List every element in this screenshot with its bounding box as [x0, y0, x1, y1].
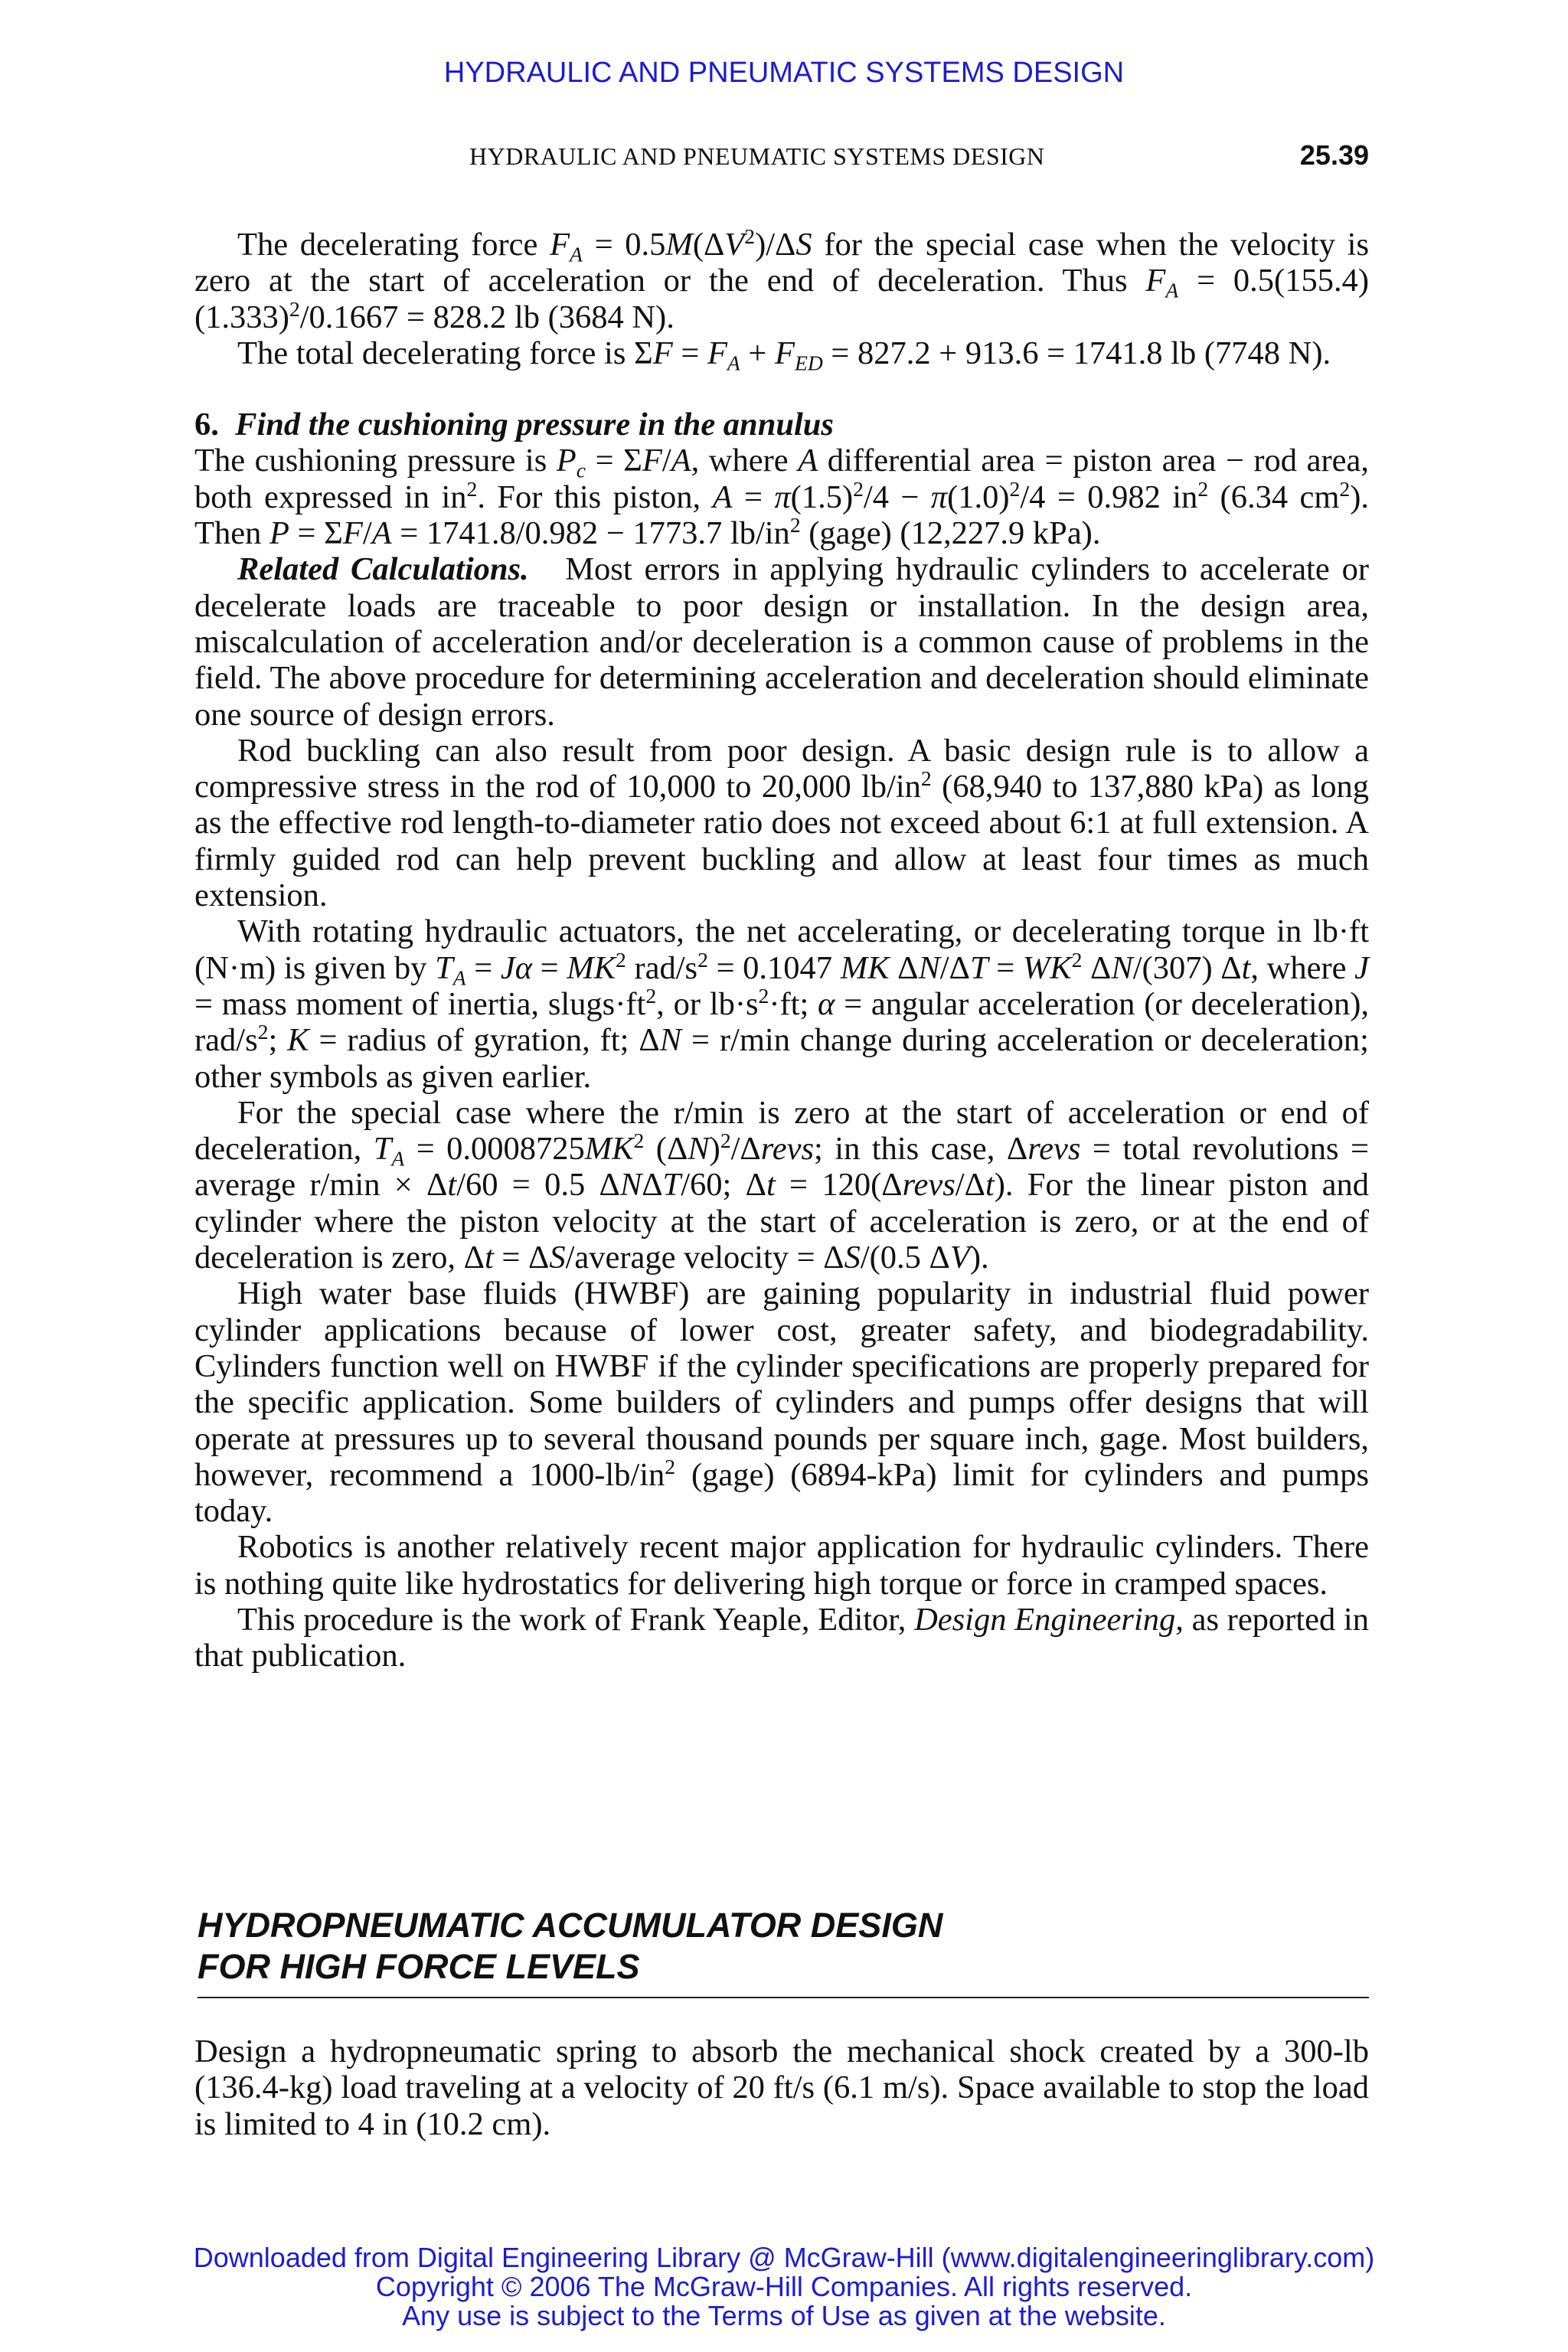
paragraph-cushioning-pressure: The cushioning pressure is $P_c = \Sigma F/A$, where A differential area = piston area − rod area, both expressed in $in^2$. For this piston, $A = \pi(1.5)^2/4 - \pi(1.0)^2/4 = 0.982$ $in^2$ (6.34 $cm^2$). Then P = ΣF/A = 1741.8/0.982 − 1773.7 $lb/in^2$ (gage) (12,227.9 kPa).	[194, 443, 1370, 552]
document-banner: HYDRAULIC AND PNEUMATIC SYSTEMS DESIGN	[443, 57, 1125, 89]
footer-terms: Any use is subject to the Terms of Use as given at the website.	[402, 2300, 1166, 2331]
paragraph-rod-buckling: Rod buckling can also result from poor design. A basic design rule is to allow a compressive stress in the rod of 10,000 to 20,000 $lb/in^2$ (68,940 to 137,880 kPa) as long as the effective rod length-to-diameter ratio does not exceed about 6:1 at full extension. A firmly guided rod can help prevent buckling and allow at least four times as much extension.	[194, 732, 1369, 914]
paragraph-problem-statement: Design a hydropneumatic spring to absorb the mechanical shock created by a 300-lb (136.4-kg) load traveling at a velocity of 20 ft/s (6.1 m/s). Space available to stop the load is limited to 4 in (10.2 cm).	[194, 2034, 1369, 2142]
body-text	[194, 224, 1370, 1674]
paragraph-total-force: The total decelerating force is $\Sigma F = F_A + F_{ED} = 827.2 + 913.6 = 1741.8$ lb (7748 N).	[237, 335, 1331, 375]
paragraph-rotating-actuators: With rotating hydraulic actuators, the net accelerating, or decelerating torque in lb·ft (N·m) is given by $T_A = J\alpha = MK^2$ rad/$s^2 = 0.1047$ MK $\Delta N/\Delta T = WK^2$ ΔN/(307) Δt, where J = mass moment of inertia, $slugs\cdot ft^2$, or $lb\cdot s^2\cdot ft$; α = angular acceleration (or deceleration), rad/$s^2$; K = radius of gyration, ft; ΔN = r/min change during acceleration or deceleration; other symbols as given earlier.	[194, 913, 1370, 1095]
paragraph-special-case: For the special case where the r/min is zero at the start of acceleration or end of deceleration, $T_A = 0.0008725MK^2$ $(\Delta N)^2$/Δrevs; in this case, Δrevs = total revolutions = average r/min × Δt/60 = 0.5 ΔNΔT/60; Δt = 120(Δrevs/Δt). For the linear piston and cylinder where the piston velocity at the start of acceleration is zero, or at the end of deceleration is zero, Δt = ΔS/average velocity = ΔS/(0.5 ΔV).	[194, 1094, 1370, 1276]
footer-download-link[interactable]: Downloaded from Digital Engineering Library @ McGraw-Hill (www.digitalengineeringlibrary.com)	[193, 2242, 1375, 2273]
section-title-line1: HYDROPNEUMATIC ACCUMULATOR DESIGN	[198, 1906, 943, 1945]
footer-copyright: Copyright © 2006 The McGraw-Hill Companies. All rights reserved.	[375, 2271, 1193, 2302]
footer-notice	[0, 2243, 1568, 2331]
related-calculations-label: Related Calculations.	[237, 551, 529, 588]
section-heading	[198, 1905, 1369, 1998]
section-title-line2: FOR HIGH FORCE LEVELS	[198, 1947, 640, 1986]
paragraph-attribution: This procedure is the work of Frank Yeaple, Editor, Design Engineering, as reported in that publication.	[194, 1601, 1369, 1674]
paragraph-hwbf: High water base fluids (HWBF) are gaining popularity in industrial fluid power cylinder applications because of lower cost, greater safety, and biodegradability. Cylinders function well on HWBF if the cylinder specifications are properly prepared for the specific application. Some builders of cylinders and pumps offer designs that will operate at pressures up to several thousand pounds per square inch, gage. Most builders, however, recommend a $1000-lb/in^2$ (gage) (6894-kPa) limit for cylinders and pumps today.	[194, 1276, 1369, 1530]
paragraph-robotics: Robotics is another relatively recent major application for hydraulic cylinders. There is nothing quite like hydrostatics for delivering high torque or force in cramped spaces.	[194, 1529, 1369, 1602]
step-6-heading: 6. Find the cushioning pressure in the annulus	[194, 407, 834, 443]
paragraph-related-calculations: Related Calculations. Most errors in applying hydraulic cylinders to accelerate or decelerate loads are traceable to poor design or installation. In the design area, miscalculation of acceleration and/or deceleration is a common cause of problems in the field. The above procedure for determining acceleration and deceleration should eliminate one source of design errors.	[194, 551, 1369, 733]
running-head-title: HYDRAULIC AND PNEUMATIC SYSTEMS DESIGN	[469, 142, 1045, 170]
running-head	[198, 139, 1369, 178]
paragraph-decelerating-force: The decelerating force $F_A = 0.5M(\Delta V^2)/\Delta S$ for the special case when the velocity is zero at the start of acceleration or the end of deceleration. Thus $F_A = 0.5(155.4)(1.333)^2/0.1667 = 828.2$ lb (3684 N).	[194, 224, 1369, 335]
page-number: 25.39	[1299, 139, 1369, 171]
